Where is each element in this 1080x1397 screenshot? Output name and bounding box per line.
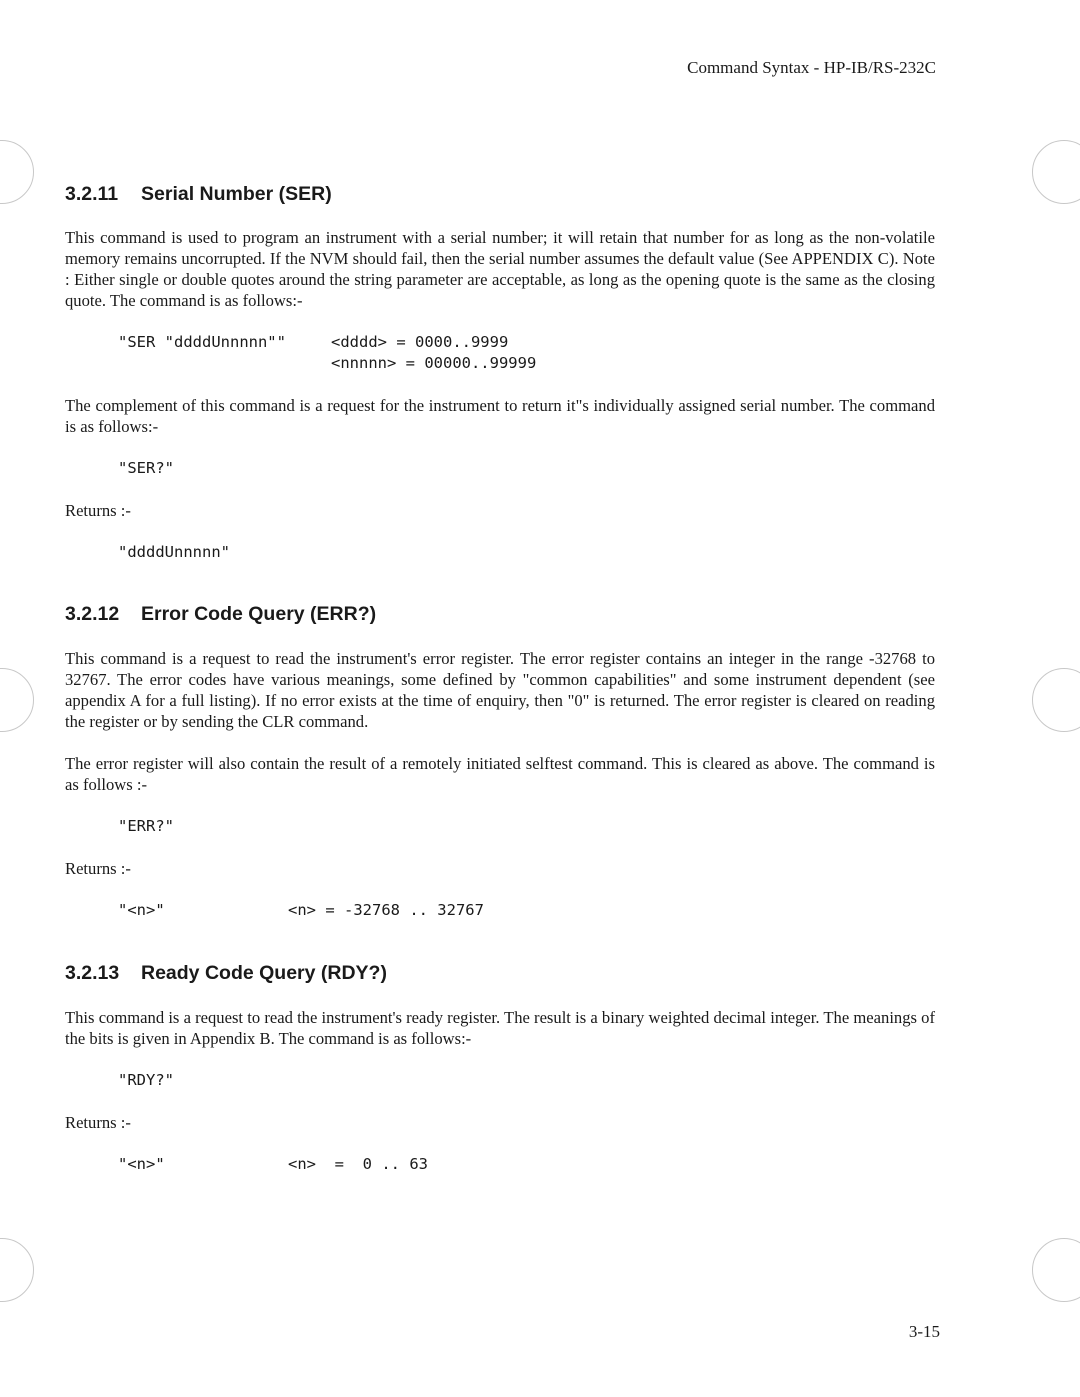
section-number: 3.2.12 — [65, 603, 120, 625]
parameter-range: <nnnnn> = 00000..99999 — [331, 354, 537, 372]
returns-range: <n> = 0 .. 63 — [288, 1155, 428, 1173]
paragraph: This command is a request to read the instrument's error register. The error register contains an integer in the range -32768 to 32767. The error codes have various meanings, some defined by "common capabilities" and some instrument dependent (see appendix A for a full listing). If no error exists at the time of enquiry, then "0" is returned. The error register is cleared on reading the register or by sending the CLR command. — [65, 649, 935, 731]
returns-value: "ddddUnnnnn" — [118, 543, 230, 561]
paragraph: The error register will also contain the result of a remotely initiated selftest command. This is cleared as above. The command is as follows :- — [65, 754, 935, 794]
binding-hole-mark — [0, 140, 34, 204]
returns-label: Returns :- — [65, 859, 131, 878]
section-title: Error Code Query (ERR?) — [141, 603, 377, 625]
paragraph: This command is a request to read the instrument's ready register. The result is a binary weighted decimal integer. The meanings of the bits is given in Appendix B. The command is as follows:- — [65, 1008, 935, 1048]
section-number: 3.2.13 — [65, 962, 120, 984]
query-syntax: "SER?" — [118, 459, 174, 477]
binding-hole-mark — [1032, 668, 1080, 732]
returns-range: <n> = -32768 .. 32767 — [288, 901, 484, 919]
command-syntax: "SER "ddddUnnnnn"" — [118, 333, 286, 351]
returns-value: "<n>" — [118, 1155, 165, 1173]
returns-value: "<n>" — [118, 901, 165, 919]
paragraph: This command is used to program an instrument with a serial number; it will retain that number for as long as the non-volatile memory remains uncorrupted. If the NVM should fail, then the serial number assumes the default value (See APPENDIX C). Note : Either single or double quotes around the string parameter are acceptable, as long as the opening quote is the same as the closing quote. The command is as follows:- — [65, 228, 935, 310]
page-number: 3-15 — [908, 1322, 940, 1341]
returns-label: Returns :- — [65, 501, 131, 520]
section-number: 3.2.11 — [65, 183, 119, 205]
section-heading — [65, 603, 376, 626]
parameter-range: <dddd> = 0000..9999 — [331, 333, 509, 351]
binding-hole-mark — [0, 668, 34, 732]
returns-label: Returns :- — [65, 1113, 131, 1132]
binding-hole-mark — [1032, 1238, 1080, 1302]
paragraph: The complement of this command is a request for the instrument to return it"s individually assigned serial number. The command is as follows:- — [65, 396, 935, 436]
section-heading — [65, 183, 332, 206]
command-syntax: "ERR?" — [118, 817, 174, 835]
section-title: Serial Number (SER) — [141, 183, 332, 205]
binding-hole-mark — [0, 1238, 34, 1302]
binding-hole-mark — [1032, 140, 1080, 204]
section-title: Ready Code Query (RDY?) — [141, 962, 387, 984]
command-syntax: "RDY?" — [118, 1071, 174, 1089]
running-header: Command Syntax - HP-IB/RS-232C — [687, 58, 936, 77]
section-heading — [65, 962, 387, 985]
